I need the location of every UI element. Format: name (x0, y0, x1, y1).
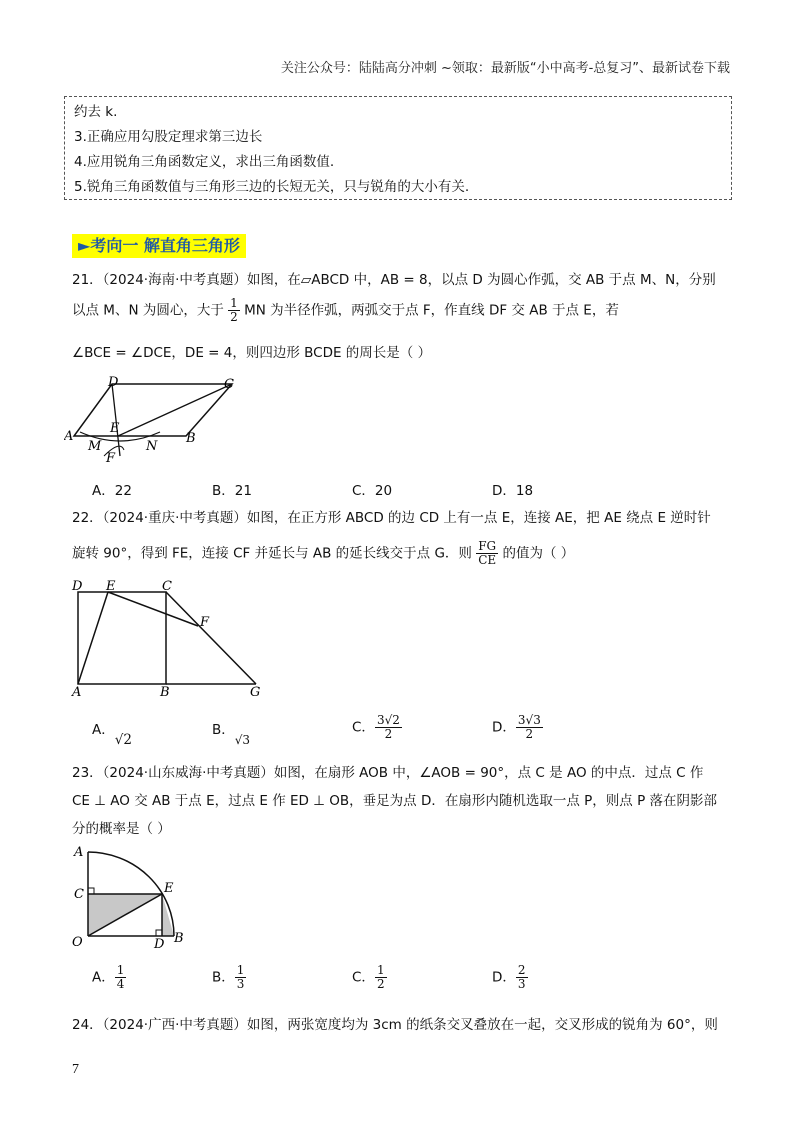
q21-figure (64, 370, 254, 470)
label-a: A (72, 685, 82, 698)
line-ef (108, 592, 198, 626)
option-fraction (375, 964, 387, 991)
q22-fraction (476, 540, 498, 567)
option-fraction (115, 964, 127, 991)
frac-num: 1 (116, 963, 125, 977)
label-c: C (162, 579, 172, 594)
q21-option-c: C．20 (352, 483, 393, 499)
label-e: E (110, 421, 120, 436)
section-title (72, 234, 246, 258)
option-value: √2 (114, 732, 132, 748)
q21-option-a: A．22 (92, 483, 132, 499)
q22-line-1: 22．（2024·重庆·中考真题）如图，在正方形 ABCD 的边 CD 上有一点 E，连接 AE，把 AE 绕点 E 逆时针 (72, 510, 711, 526)
frac-num: 3√2 (376, 713, 400, 727)
label-d: D (72, 579, 83, 594)
frac-num: 1 (230, 296, 238, 310)
q23-figure (70, 842, 190, 950)
label-m: M (88, 439, 102, 454)
option-letter: B． (212, 722, 235, 738)
frac-num: 1 (376, 963, 385, 977)
frac-den: CE (478, 553, 497, 567)
triangle-icon: ► (78, 236, 91, 255)
q21-line-2a: 以点 M、N 为圆心，大于 (72, 302, 224, 319)
frac-den: 4 (116, 977, 125, 991)
option-letter: A． (92, 722, 115, 738)
frac-num: 3√3 (517, 713, 541, 727)
tips-line-1: 约去 k. (74, 104, 118, 120)
frac-den: 3 (517, 977, 526, 991)
q23-line-2: CE ⊥ AO 交 AB 于点 E，过点 E 作 ED ⊥ OB，垂足为点 D．在扇形内随机选取一点 P，则点 P 落在阴影部 (72, 793, 718, 809)
q24-line-1: 24．（2024·广西·中考真题）如图，两张宽度均为 3cm 的纸条交叉叠放在一起，交叉形成的锐角为 60°，则 (72, 1017, 718, 1033)
frac-num: FG (476, 540, 498, 554)
label-o: O (72, 935, 83, 950)
label-b: B (186, 431, 196, 446)
line-ce (118, 384, 232, 436)
line-ae (78, 592, 108, 684)
page-number: 7 (72, 1062, 79, 1077)
label-g: G (250, 685, 261, 698)
option-fraction (375, 714, 402, 741)
square-abcd (78, 592, 166, 684)
tips-line-4: 5.锐角三角函数值与三角形三边的长短无关，只与锐角的大小有关. (74, 179, 470, 195)
q21-option-b: B．21 (212, 483, 252, 499)
q22-line-2b: 的值为（ ） (502, 545, 575, 562)
q23-option-b (212, 964, 246, 991)
q23-option-d (492, 964, 528, 991)
option-fraction (516, 964, 528, 991)
option-letter: C． (352, 969, 375, 986)
label-b: B (174, 931, 184, 946)
option-letter: D． (492, 969, 516, 986)
q22-option-c (352, 714, 402, 741)
label-n: N (146, 439, 158, 454)
label-b: B (160, 685, 170, 698)
option-letter: B． (212, 969, 235, 986)
q23-option-a (92, 964, 126, 991)
q22-option-b (212, 718, 251, 747)
q22-figure (68, 576, 268, 698)
parallelogram-abcd (74, 384, 232, 436)
option-letter: C． (352, 719, 375, 736)
q23-option-c (352, 964, 387, 991)
frac-den: 3 (236, 977, 245, 991)
frac-den: 2 (230, 310, 238, 324)
label-f: F (200, 615, 210, 630)
label-e: E (164, 881, 174, 896)
frac-den: 2 (384, 727, 393, 741)
label-a: A (74, 845, 84, 860)
label-d: D (108, 375, 119, 390)
tips-line-2: 3.正确应用勾股定理求第三边长 (74, 129, 263, 145)
q21-line-1: 21．（2024·海南·中考真题）如图，在▱ABCD 中，AB = 8，以点 D 为圆心作弧，交 AB 于点 M、N，分别 (72, 272, 716, 288)
q21-line-2 (72, 297, 619, 324)
option-fraction (516, 714, 543, 741)
right-angle-c (88, 888, 94, 894)
option-letter: A． (92, 969, 115, 986)
shaded-sliver (162, 894, 174, 936)
q21-line-2b: MN 为半径作弧，两弧交于点 F，作直线 DF 交 AB 于点 E，若 (244, 302, 619, 319)
frac-den: 2 (376, 977, 385, 991)
q23-line-1: 23．（2024·山东威海·中考真题）如图，在扇形 AOB 中，∠AOB = 90°，点 C 是 AO 的中点．过点 C 作 (72, 765, 704, 781)
label-c: C (224, 377, 234, 392)
option-value: √3 (234, 733, 251, 747)
page-header: 关注公众号：陆陆高分冲刺 ~领取：最新版“小中高考-总复习”、最新试卷下载 (280, 61, 730, 76)
right-angle-d (156, 930, 162, 936)
q22-option-d (492, 714, 543, 741)
tips-line-3: 4.应用锐角三角函数定义，求出三角函数值. (74, 154, 335, 170)
q22-option-a (92, 718, 132, 748)
section-title-text: 考向一 解直角三角形 (90, 236, 240, 255)
label-d: D (154, 937, 165, 950)
frac-num: 2 (517, 963, 526, 977)
q21-fraction (228, 297, 240, 324)
q21-option-d: D．18 (492, 483, 534, 499)
q22-line-2 (72, 540, 574, 567)
label-e: E (106, 579, 116, 594)
label-c: C (74, 887, 84, 902)
q22-line-2a: 旋转 90°，得到 FE，连接 CF 并延长与 AB 的延长线交于点 G．则 (72, 545, 472, 562)
frac-den: 2 (525, 727, 534, 741)
line-df (112, 384, 120, 456)
frac-num: 1 (236, 963, 245, 977)
q21-line-3: ∠BCE = ∠DCE，DE = 4，则四边形 BCDE 的周长是（ ） (72, 345, 432, 361)
line-cg (166, 592, 256, 684)
label-f: F (106, 451, 116, 466)
option-letter: D． (492, 719, 516, 736)
option-fraction (235, 964, 247, 991)
label-a: A (64, 429, 74, 444)
q23-line-3: 分的概率是（ ） (72, 821, 171, 837)
